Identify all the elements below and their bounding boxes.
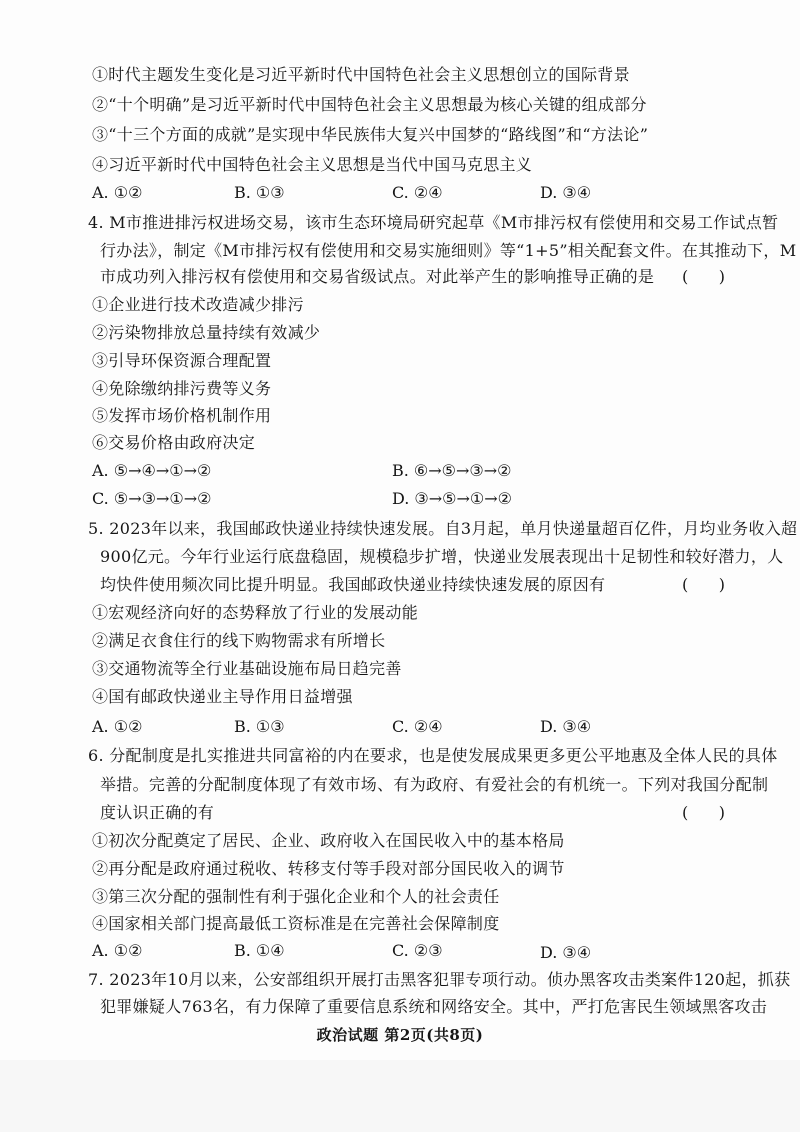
q3-statement-2: ②“十个明确”是习近平新时代中国特色社会主义思想最为核心关键的组成部分 [92, 95, 647, 114]
q4-statement-1: ①企业进行技术改造减少排污 [92, 295, 304, 314]
q6-stem-line-2: 举措。完善的分配制度体现了有效市场、有为政府、有爱社会的有机统一。下列对我国分配制 [100, 775, 769, 794]
page-footer: 政治试题 第2页(共8页) [316, 1026, 484, 1044]
q6-statement-3: ③第三次分配的强制性有利于强化企业和个人的社会责任 [92, 887, 500, 906]
q5-statement-3: ③交通物流等全行业基础设施布局日趋完善 [92, 659, 402, 678]
q7-stem-line-1: 7. 2023年10月以来，公安部组织开展打击黑客犯罪专项行动。侦办黑客攻击类案件120起，抓获 [88, 970, 791, 989]
q4-statement-6: ⑥交易价格由政府决定 [92, 433, 256, 452]
q5-statement-4: ④国有邮政快递业主导作用日益增强 [92, 687, 353, 706]
q4-statement-4: ④免除缴纳排污费等义务 [92, 379, 272, 398]
q5-statement-1: ①宏观经济向好的态势释放了行业的发展动能 [92, 603, 419, 622]
q5-choice-c: C. ②④ [392, 717, 443, 736]
q3-choice-b: B. ①③ [234, 183, 285, 202]
q6-stem-line-3: 度认识正确的有 [100, 803, 215, 822]
q4-statement-2: ②污染物排放总量持续有效减少 [92, 323, 321, 342]
q5-choice-b: B. ①③ [234, 717, 285, 736]
q6-statement-2: ②再分配是政府通过税收、转移支付等手段对部分国民收入的调节 [92, 859, 565, 878]
q5-stem-line-2: 900亿元。今年行业运行底盘稳固，规模稳步扩增，快递业发展表现出十足韧性和较好潜力，人 [100, 547, 784, 566]
q4-answer-blank: ( ) [682, 267, 725, 286]
q5-statement-2: ②满足衣食住行的线下购物需求有所增长 [92, 631, 386, 650]
q6-choice-c: C. ②③ [392, 941, 443, 960]
q4-choice-a: A. ⑤→④→①→② [92, 461, 212, 480]
q4-stem-line-3: 市成功列入排污权有偿使用和交易省级试点。对此举产生的影响推导正确的是 [100, 267, 655, 286]
q4-choice-d: D. ③→⑤→①→② [392, 489, 513, 508]
q4-choice-c: C. ⑤→③→①→② [92, 489, 212, 508]
scan-margin [0, 1060, 800, 1132]
q4-statement-3: ③引导环保资源合理配置 [92, 351, 272, 370]
q6-choice-a: A. ①② [92, 941, 143, 960]
q3-statement-3: ③“十三个方面的成就”是实现中华民族伟大复兴中国梦的“路线图”和“方法论” [92, 125, 649, 144]
q6-statement-4: ④国家相关部门提高最低工资标准是在完善社会保障制度 [92, 914, 500, 933]
q4-stem-line-2: 行办法》，制定《M市排污权有偿使用和交易实施细则》等“1+5”相关配套文件。在其推动下，M [100, 241, 797, 260]
q5-choice-a: A. ①② [92, 717, 143, 736]
q4-statement-5: ⑤发挥市场价格机制作用 [92, 406, 272, 425]
q3-choice-d: D. ③④ [540, 183, 592, 202]
q4-choice-b: B. ⑥→⑤→③→② [392, 461, 512, 480]
q3-statement-4: ④习近平新时代中国特色社会主义思想是当代中国马克思主义 [92, 155, 533, 174]
q5-answer-blank: ( ) [682, 575, 725, 594]
q4-stem-line-1: 4. M市推进排污权进场交易，该市生态环境局研究起草《M市排污权有偿使用和交易工作试点暂 [88, 213, 779, 232]
q5-stem-line-3: 均快件使用频次同比提升明显。我国邮政快递业持续快速发展的原因有 [100, 575, 606, 594]
q6-answer-blank: ( ) [682, 803, 725, 822]
q6-choice-b: B. ①④ [234, 941, 285, 960]
q5-choice-d: D. ③④ [540, 717, 592, 736]
q5-stem-line-1: 5. 2023年以来，我国邮政快递业持续快速发展。自3月起，单月快递量超百亿件，月均业务收入超 [88, 519, 798, 538]
q6-stem-line-1: 6. 分配制度是扎实推进共同富裕的内在要求，也是使发展成果更多更公平地惠及全体人民的具体 [88, 746, 778, 765]
q6-statement-1: ①初次分配奠定了居民、企业、政府收入在国民收入中的基本格局 [92, 831, 565, 850]
q3-choice-c: C. ②④ [392, 183, 443, 202]
q3-choice-a: A. ①② [92, 183, 143, 202]
q3-statement-1: ①时代主题发生变化是习近平新时代中国特色社会主义思想创立的国际背景 [92, 65, 630, 84]
q6-choice-d: D. ③④ [540, 943, 592, 962]
q7-stem-line-2: 犯罪嫌疑人763名，有力保障了重要信息系统和网络安全。其中，严打危害民生领域黑客攻击 [100, 997, 768, 1016]
